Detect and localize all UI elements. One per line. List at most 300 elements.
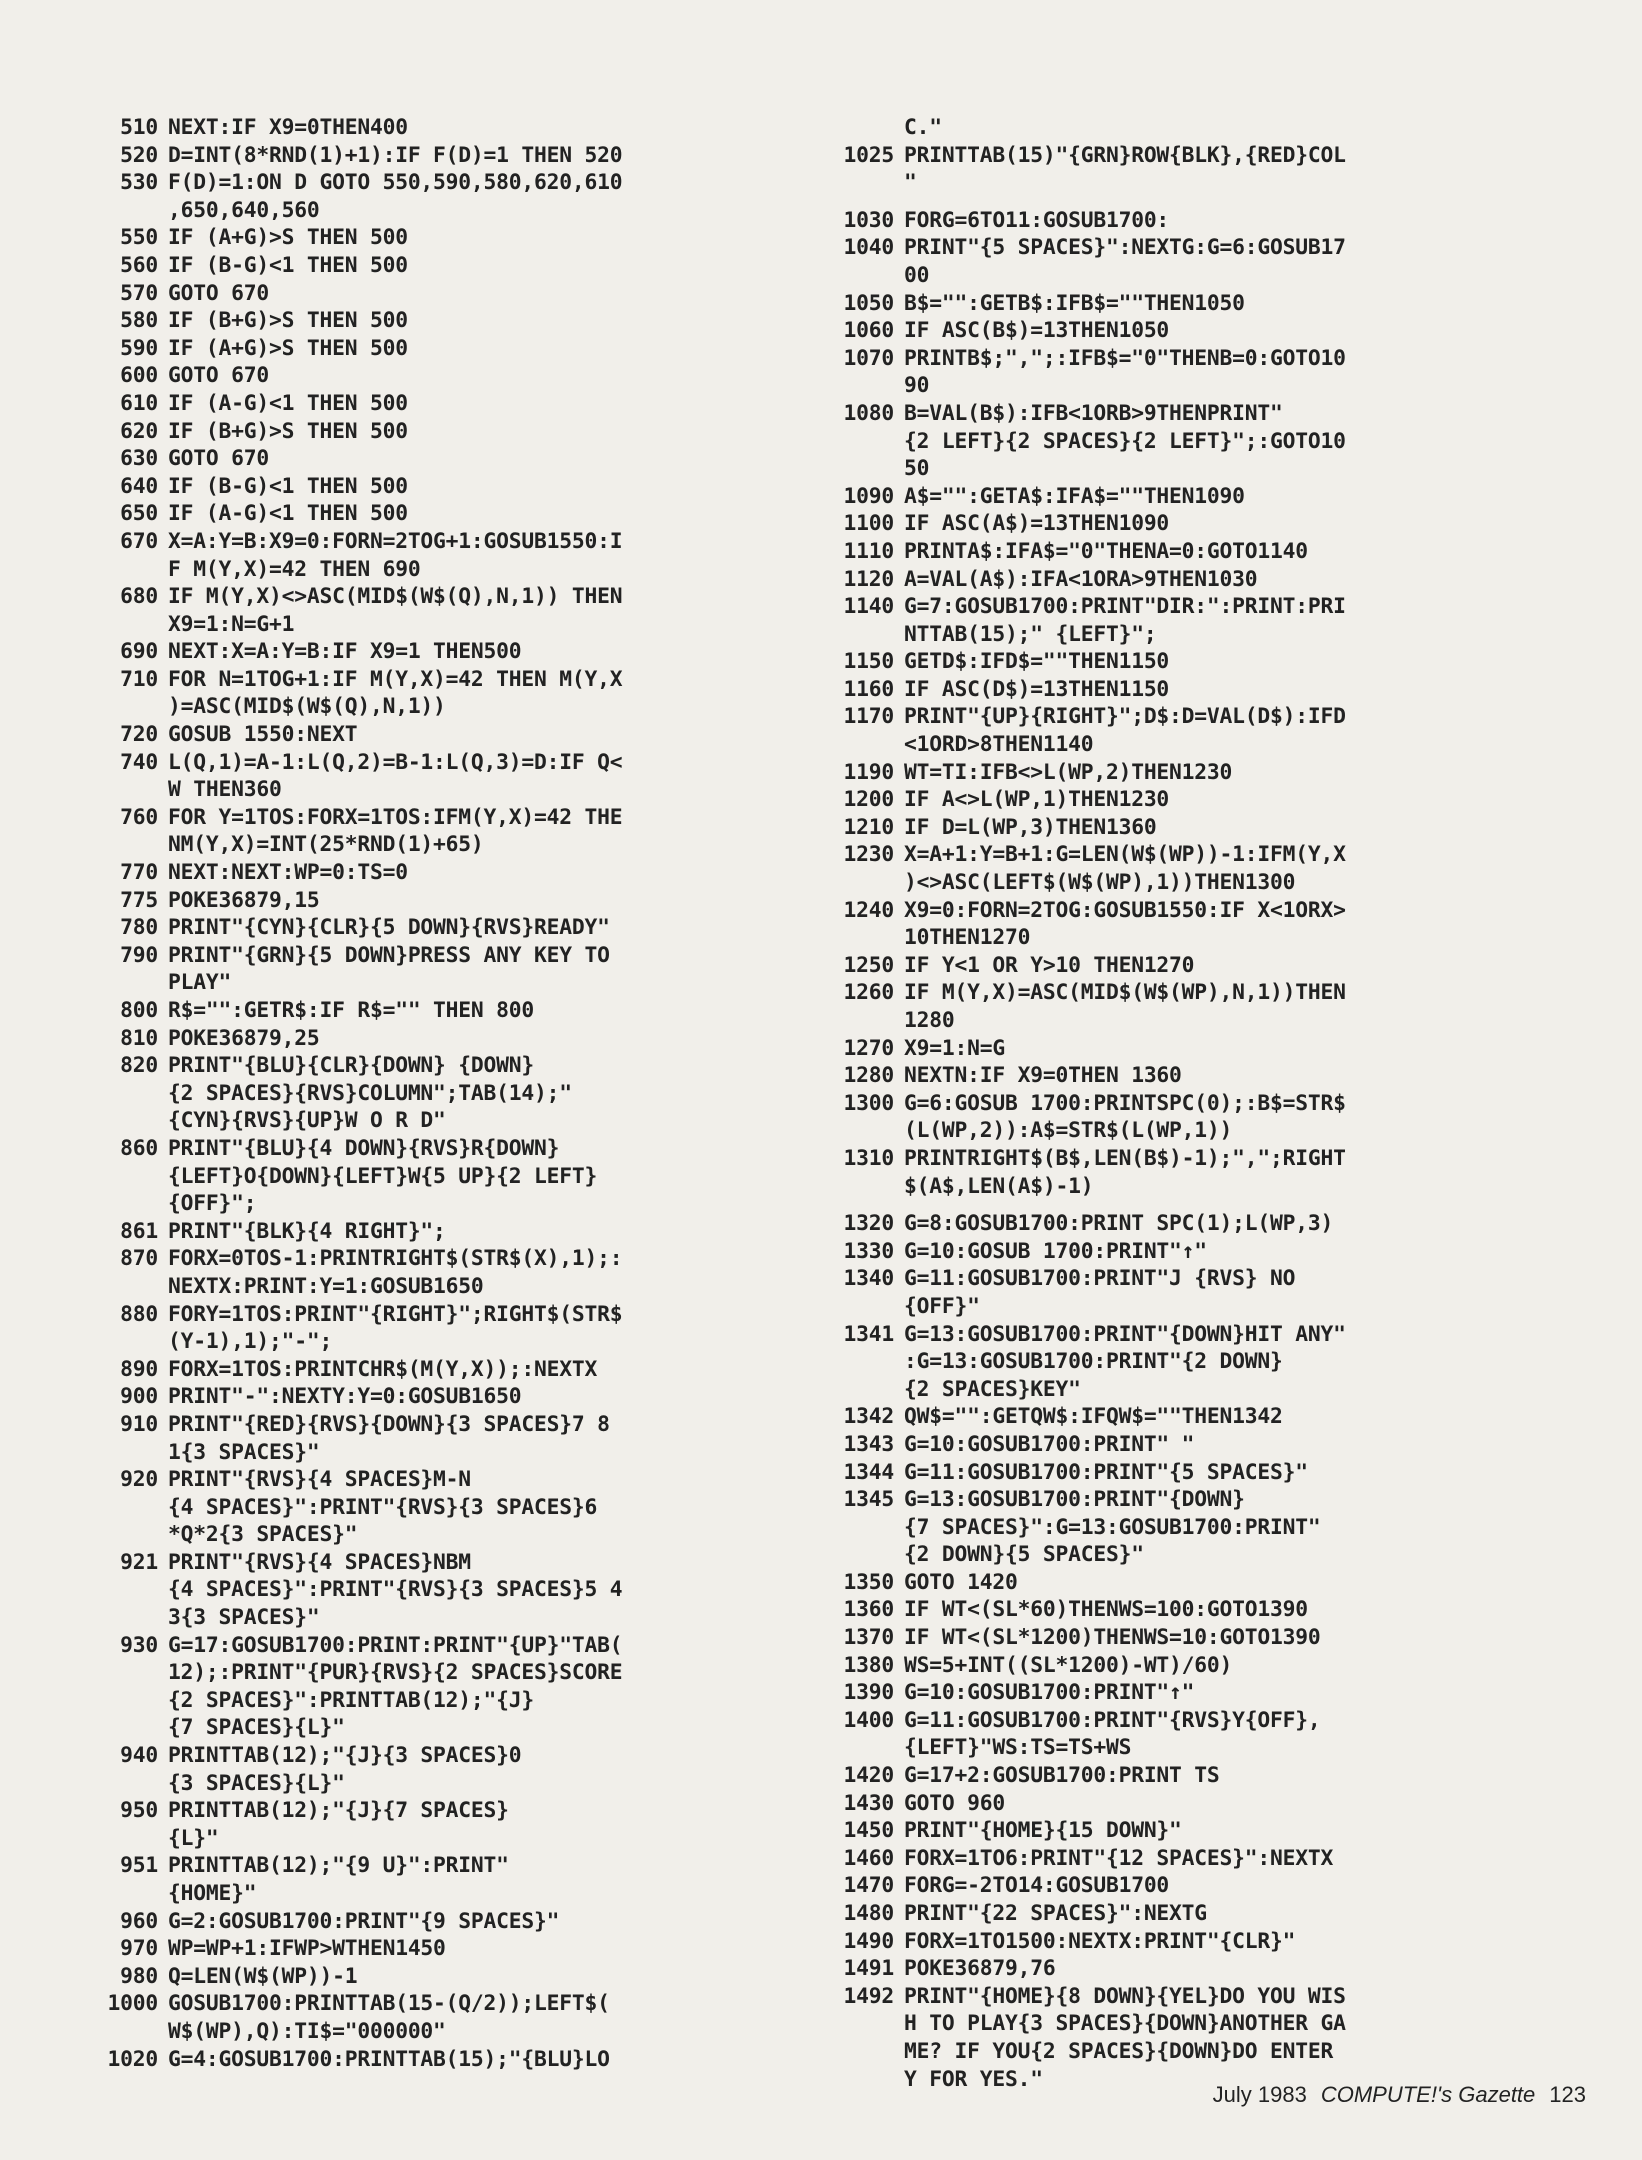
line-number: 970: [120, 1936, 158, 1962]
code-text: [904, 648, 1611, 676]
line-number: 1491: [843, 1956, 894, 1982]
code-text-row: PRINT"-":NEXTY:Y=0:GOSUB1650: [168, 1384, 522, 1410]
code-text: [904, 1210, 1611, 1238]
code-text-row: WT=TI:IFB<>L(WP,2)THEN1230: [904, 759, 1233, 785]
line-number: 1230: [843, 842, 894, 868]
code-line: [816, 897, 1611, 952]
code-text: [904, 538, 1611, 566]
code-text: [168, 1383, 804, 1411]
code-line: [94, 500, 804, 528]
code-line: [816, 1707, 1611, 1762]
page-footer: [1213, 2082, 1586, 2108]
line-number: 880: [120, 1301, 158, 1327]
code-text-row: IF (A+G)>S THEN 500: [168, 225, 408, 251]
code-line: [94, 1852, 804, 1907]
code-text-row: {4 SPACES}":PRINT"{RVS}{3 SPACES}6: [168, 1494, 598, 1520]
code-text-row: NEXT:NEXT:WP=0:TS=0: [168, 860, 408, 886]
code-line: [816, 1090, 1611, 1145]
code-text-row: GETD$:IFD$=""THEN1150: [904, 649, 1170, 675]
line-number: 1030: [843, 207, 894, 233]
code-text-row: )=ASC(MID$(W$(Q),N,1)): [168, 694, 446, 720]
code-text-row: WS=5+INT((SL*1200)-WT)/60): [904, 1652, 1233, 1678]
code-line: [94, 749, 804, 804]
code-text: [904, 1403, 1611, 1431]
line-number: 1025: [843, 142, 894, 168]
code-line: [816, 1459, 1611, 1487]
line-number: 1460: [843, 1845, 894, 1871]
code-text: [168, 1963, 804, 1991]
line-number: 760: [120, 804, 158, 830]
line-number: 550: [120, 225, 158, 251]
code-line: [816, 1624, 1611, 1652]
code-text-row: NEXT:X=A:Y=B:IF X9=1 THEN500: [168, 639, 522, 665]
code-line: [816, 1265, 1611, 1320]
code-text-row: FOR N=1TOG+1:IF M(Y,X)=42 THEN M(Y,X: [168, 666, 623, 692]
code-text: [904, 400, 1611, 483]
code-text: [904, 1459, 1611, 1487]
code-text-row: G=13:GOSUB1700:PRINT"{DOWN}: [904, 1487, 1245, 1513]
line-number: 910: [120, 1411, 158, 1437]
code-text-row: G=4:GOSUB1700:PRINTTAB(15);"{BLU}LO: [168, 2046, 610, 2072]
code-line: [94, 1990, 804, 2045]
code-text-row: 1280: [904, 1008, 955, 1033]
code-text: [904, 1900, 1611, 1928]
code-text: [904, 703, 1611, 758]
code-text-row: {2 DOWN}{5 SPACES}": [904, 1542, 1144, 1568]
left-code-column: [94, 114, 804, 2073]
code-line: [816, 1486, 1611, 1569]
code-text: [904, 1707, 1611, 1762]
line-number: 1070: [843, 345, 894, 371]
code-text-row: {7 SPACES}{L}": [168, 1715, 345, 1741]
line-number: 530: [120, 170, 158, 196]
code-text-row: FORG=6TO11:GOSUB1700:: [904, 207, 1170, 233]
code-text: [904, 593, 1611, 648]
code-text: [904, 814, 1611, 842]
code-line: [816, 1596, 1611, 1624]
code-text-row: POKE36879,25: [168, 1025, 320, 1051]
code-text: [904, 1679, 1611, 1707]
code-text: [904, 1596, 1611, 1624]
code-line: [94, 362, 804, 390]
code-line: [94, 721, 804, 749]
code-text-row: W THEN360: [168, 777, 282, 803]
code-line: [816, 114, 1611, 142]
line-number: 610: [120, 390, 158, 416]
code-line: [94, 1356, 804, 1384]
code-text-row: IF ASC(D$)=13THEN1150: [904, 676, 1170, 702]
code-text: [168, 1356, 804, 1384]
code-text: [904, 290, 1611, 318]
line-number: [816, 114, 904, 142]
code-line: [816, 1569, 1611, 1597]
code-text-row: IF (B-G)<1 THEN 500: [168, 252, 408, 278]
code-line: [816, 1983, 1611, 2093]
code-line: [816, 400, 1611, 483]
code-text-row: )<>ASC(LEFT$(W$(WP),1))THEN1300: [904, 870, 1296, 896]
code-line: [816, 483, 1611, 511]
code-text-row: PRINTRIGHT$(B$,LEN(B$)-1);",";RIGHT: [904, 1145, 1346, 1171]
code-text-row: {OFF}";: [168, 1191, 257, 1217]
code-text-row: FOR Y=1TOS:FORX=1TOS:IFM(Y,X)=42 THE: [168, 804, 623, 830]
code-text-row: PRINT"{BLU}{4 DOWN}{RVS}R{DOWN}: [168, 1135, 560, 1161]
code-text-row: F(D)=1:ON D GOTO 550,590,580,620,610: [168, 170, 623, 196]
line-number: 1320: [843, 1211, 894, 1237]
code-text-row: PRINT"{5 SPACES}":NEXTG:G=6:GOSUB17: [904, 235, 1346, 261]
code-line: [94, 638, 804, 666]
code-text-row: PRINTTAB(12);"{J}{3 SPACES}0: [168, 1743, 522, 1769]
line-number: 1260: [843, 980, 894, 1006]
code-text-row: {2 LEFT}{2 SPACES}{2 LEFT}";:GOTO10: [904, 428, 1346, 454]
code-text-row: X9=0:FORN=2TOG:GOSUB1550:IF X<1ORX>: [904, 897, 1346, 923]
code-line: [816, 841, 1611, 896]
code-text-row: IF Y<1 OR Y>10 THEN1270: [904, 952, 1195, 978]
code-text: [168, 362, 804, 390]
code-text: [168, 859, 804, 887]
code-line: [816, 1817, 1611, 1845]
line-number: 1430: [843, 1790, 894, 1816]
code-text-row: GOTO 670: [168, 280, 269, 306]
code-text: [168, 252, 804, 280]
line-number: 950: [120, 1798, 158, 1824]
code-line: [94, 1411, 804, 1466]
code-text-row: PRINT"{HOME}{15 DOWN}": [904, 1818, 1182, 1844]
code-line: [94, 335, 804, 363]
code-text: [904, 979, 1611, 1034]
line-number: 1330: [843, 1238, 894, 1264]
code-line: [94, 418, 804, 446]
code-text-row: G=6:GOSUB 1700:PRINTSPC(0);:B$=STR$: [904, 1090, 1346, 1116]
code-text-row: Q=LEN(W$(WP))-1: [168, 1963, 358, 1989]
code-text: [168, 1466, 804, 1549]
code-text: [168, 1135, 804, 1218]
code-text-row: 12);:PRINT"{PUR}{RVS}{2 SPACES}SCORE: [168, 1660, 623, 1686]
code-text-row: QW$="":GETQW$:IFQW$=""THEN1342: [904, 1404, 1283, 1430]
code-text: [904, 1486, 1611, 1569]
line-number: 1480: [843, 1901, 894, 1926]
code-text: [168, 638, 804, 666]
code-text-row: *Q*2{3 SPACES}": [168, 1522, 358, 1548]
code-text-row: G=2:GOSUB1700:PRINT"{9 SPACES}": [168, 1908, 560, 1934]
line-number: 1240: [843, 897, 894, 923]
line-number: 900: [120, 1384, 158, 1410]
code-line: [816, 952, 1611, 980]
line-number: 1100: [843, 511, 894, 537]
line-number: 1280: [843, 1063, 894, 1089]
line-number: 560: [120, 252, 158, 278]
code-text: [904, 207, 1611, 235]
line-number: 1270: [843, 1035, 894, 1061]
line-number: 680: [120, 584, 158, 610]
code-line: [94, 997, 804, 1025]
code-text-row: B=VAL(B$):IFB<1ORB>9THENPRINT": [904, 400, 1283, 426]
code-line: [816, 593, 1611, 648]
code-text: [904, 1790, 1611, 1818]
code-text: [168, 307, 804, 335]
line-number: 670: [120, 528, 158, 554]
code-line: [94, 1466, 804, 1549]
line-number: 890: [120, 1356, 158, 1382]
line-number: 1050: [843, 290, 894, 316]
line-number: 820: [120, 1053, 158, 1079]
code-line: [94, 1963, 804, 1991]
code-line: [816, 1762, 1611, 1790]
code-text: [168, 528, 804, 583]
line-number: 1000: [107, 1991, 158, 2017]
line-number: 775: [120, 887, 158, 913]
code-text: [904, 142, 1611, 197]
code-text-row: NM(Y,X)=INT(25*RND(1)+65): [168, 832, 484, 858]
footer-page-number: 123: [1549, 2082, 1586, 2107]
code-text-row: PRINT"{GRN}{5 DOWN}PRESS ANY KEY TO: [168, 942, 610, 968]
code-text-row: {HOME}": [168, 1881, 257, 1906]
line-number: 1140: [843, 594, 894, 620]
code-line: [94, 1632, 804, 1742]
code-text-row: NTTAB(15);" {LEFT}";: [904, 621, 1157, 647]
code-text: [168, 997, 804, 1025]
code-line: [94, 1301, 804, 1356]
code-text-row: FORX=1TO1500:NEXTX:PRINT"{CLR}": [904, 1928, 1296, 1954]
code-text: [168, 1411, 804, 1466]
line-number: 740: [120, 749, 158, 775]
code-text: [904, 1845, 1611, 1873]
code-text: [904, 676, 1611, 704]
code-text-row: POKE36879,76: [904, 1956, 1056, 1982]
line-number: 1170: [843, 704, 894, 730]
code-text-row: A$="":GETA$:IFA$=""THEN1090: [904, 483, 1245, 509]
code-text-row: PRINT"{CYN}{CLR}{5 DOWN}{RVS}READY": [168, 915, 610, 941]
code-text-row: {LEFT}"WS:TS=TS+WS: [904, 1735, 1132, 1761]
code-line: [94, 804, 804, 859]
code-text-row: WP=WP+1:IFWP>WTHEN1450: [168, 1936, 446, 1962]
code-text-row: 10THEN1270: [904, 925, 1031, 951]
code-text-row: PRINT"{UP}{RIGHT}";D$:D=VAL(D$):IFD: [904, 704, 1346, 730]
code-text: [168, 1908, 804, 1936]
code-line: [816, 1321, 1611, 1404]
code-text-row: G=13:GOSUB1700:PRINT"{DOWN}HIT ANY": [904, 1321, 1346, 1347]
code-text-row: FORG=-2TO14:GOSUB1700: [904, 1873, 1170, 1899]
code-line: [816, 1928, 1611, 1956]
line-number: 860: [120, 1135, 158, 1161]
code-text-row: {2 SPACES}":PRINTTAB(12);"{J}: [168, 1687, 535, 1713]
code-text-row: 3{3 SPACES}": [168, 1605, 320, 1631]
code-line: [816, 1845, 1611, 1873]
code-text-row: {L}": [168, 1825, 219, 1851]
code-text: [168, 418, 804, 446]
line-number: 1120: [843, 566, 894, 592]
line-number: 590: [120, 335, 158, 361]
code-line: [816, 703, 1611, 758]
code-text-row: IF ASC(A$)=13THEN1090: [904, 511, 1170, 537]
code-text-row: $(A$,LEN(A$)-1): [904, 1173, 1094, 1199]
code-text: [168, 721, 804, 749]
code-line: [94, 1908, 804, 1936]
code-text-row: G=11:GOSUB1700:PRINT"{RVS}Y{OFF},: [904, 1707, 1321, 1733]
code-text: [168, 914, 804, 942]
line-number: 1490: [843, 1928, 894, 1954]
code-line: [816, 648, 1611, 676]
code-text-row: Y FOR YES.": [904, 2066, 1043, 2092]
code-text-row: IF M(Y,X)=ASC(MID$(W$(WP),N,1))THEN: [904, 980, 1346, 1006]
code-text-row: IF (A+G)>S THEN 500: [168, 335, 408, 361]
code-line: [94, 1935, 804, 1963]
code-text: [904, 345, 1611, 400]
line-number: 1340: [843, 1266, 894, 1292]
code-text: [904, 1321, 1611, 1404]
line-number: 1420: [843, 1763, 894, 1789]
code-line: [94, 114, 804, 142]
line-number: 510: [120, 115, 158, 140]
code-line: [816, 1035, 1611, 1063]
code-text: [904, 841, 1611, 896]
code-text-row: PRINT"{RVS}{4 SPACES}NBM: [168, 1549, 471, 1575]
code-text-row: GOTO 960: [904, 1790, 1005, 1816]
code-text-row: IF ASC(B$)=13THEN1050: [904, 318, 1170, 344]
line-number: 1250: [843, 952, 894, 978]
code-text-row: A=VAL(A$):IFA<1ORA>9THEN1030: [904, 566, 1258, 592]
code-line: [94, 887, 804, 915]
code-text: [168, 1549, 804, 1632]
code-text: [904, 1652, 1611, 1680]
footer-date: July 1983: [1212, 2082, 1307, 2107]
line-number: 1080: [843, 400, 894, 426]
code-line: [94, 666, 804, 721]
code-text-row: {2 SPACES}KEY": [904, 1376, 1081, 1402]
code-text-row: PRINT"{HOME}{8 DOWN}{YEL}DO YOU WIS: [904, 1983, 1346, 2009]
code-text: [904, 1928, 1611, 1956]
code-text: [168, 114, 804, 142]
code-text: [168, 390, 804, 418]
code-text: [168, 224, 804, 252]
code-line: [816, 1062, 1611, 1090]
line-number: 790: [120, 942, 158, 968]
code-text-row: IF (B+G)>S THEN 500: [168, 308, 408, 334]
line-number: 1160: [843, 676, 894, 702]
code-line: [94, 914, 804, 942]
code-line: [816, 1955, 1611, 1983]
line-number: 980: [120, 1963, 158, 1989]
right-code-column: [816, 114, 1611, 2093]
code-text-row: NEXTN:IF X9=0THEN 1360: [904, 1063, 1182, 1089]
code-line: [94, 445, 804, 473]
code-text-row: FORX=1TOS:PRINTCHR$(M(Y,X));:NEXTX: [168, 1356, 598, 1382]
code-text-row: (L(WP,2)):A$=STR$(L(WP,1)): [904, 1118, 1233, 1144]
code-text: [904, 1062, 1611, 1090]
code-line: [816, 1790, 1611, 1818]
code-text-row: {LEFT}O{DOWN}{LEFT}W{5 UP}{2 LEFT}: [168, 1163, 598, 1189]
code-text-row: G=17:GOSUB1700:PRINT:PRINT"{UP}"TAB(: [168, 1632, 623, 1658]
code-text: [168, 280, 804, 308]
line-number: 921: [120, 1549, 158, 1575]
code-line: [816, 1652, 1611, 1680]
code-line: [816, 142, 1611, 197]
code-text: [904, 952, 1611, 980]
code-text-row: FORX=0TOS-1:PRINTRIGHT$(STR$(X),1);:: [168, 1246, 623, 1272]
code-text-row: F M(Y,X)=42 THEN 690: [168, 556, 421, 582]
code-text-row: IF A<>L(WP,1)THEN1230: [904, 787, 1170, 813]
code-line: [816, 676, 1611, 704]
code-text: [904, 1035, 1611, 1063]
code-line: [816, 1145, 1611, 1200]
code-text: [168, 1218, 804, 1246]
code-text: [168, 1852, 804, 1907]
code-text: [168, 1935, 804, 1963]
line-number: 780: [120, 915, 158, 941]
line-number: 770: [120, 860, 158, 886]
code-text: [168, 473, 804, 501]
code-text-row: IF WT<(SL*60)THENWS=100:GOTO1390: [904, 1597, 1308, 1623]
line-number: 1020: [107, 2046, 158, 2072]
code-text: [168, 804, 804, 859]
line-number: 1390: [843, 1680, 894, 1706]
line-number: 940: [120, 1743, 158, 1769]
code-text: [168, 169, 804, 224]
line-number: 810: [120, 1025, 158, 1051]
code-text-row: X=A:Y=B:X9=0:FORN=2TOG+1:GOSUB1550:I: [168, 528, 623, 554]
line-number: 1190: [843, 759, 894, 785]
code-line: [94, 473, 804, 501]
code-text: [904, 1145, 1611, 1200]
code-line: [94, 1218, 804, 1246]
code-line: [94, 1245, 804, 1300]
code-text-row: IF (A-G)<1 THEN 500: [168, 501, 408, 527]
line-number: 520: [120, 142, 158, 168]
code-text-row: NEXT:IF X9=0THEN400: [168, 115, 408, 140]
code-text: [168, 749, 804, 804]
line-number: 1060: [843, 318, 894, 344]
code-text: [168, 887, 804, 915]
code-line: [94, 1742, 804, 1797]
line-number: 951: [120, 1853, 158, 1879]
line-number: 1470: [843, 1873, 894, 1899]
line-number: 1370: [843, 1625, 894, 1651]
code-line: [816, 786, 1611, 814]
code-text-row: IF (B-G)<1 THEN 500: [168, 473, 408, 499]
code-line: [94, 169, 804, 224]
line-number: 1300: [843, 1090, 894, 1116]
line-number: 1200: [843, 787, 894, 813]
line-number: 920: [120, 1467, 158, 1493]
code-text-row: 50: [904, 456, 930, 482]
line-number: 870: [120, 1246, 158, 1272]
code-text: [168, 1990, 804, 2045]
code-text-row: IF D=L(WP,3)THEN1360: [904, 814, 1157, 840]
code-line: [816, 290, 1611, 318]
line-number: 1345: [843, 1487, 894, 1513]
line-number: 1310: [843, 1145, 894, 1171]
code-text-row: PLAY": [168, 970, 232, 996]
line-number: 960: [120, 1908, 158, 1934]
code-text: [168, 666, 804, 721]
line-number: 1342: [843, 1404, 894, 1430]
code-text-row: PRINT"{BLU}{CLR}{DOWN} {DOWN}: [168, 1053, 535, 1079]
code-text-row: IF (A-G)<1 THEN 500: [168, 390, 408, 416]
code-line: [94, 528, 804, 583]
code-text: [904, 317, 1611, 345]
code-text: [904, 897, 1611, 952]
code-line: [94, 280, 804, 308]
code-text: [168, 1052, 804, 1135]
code-line: [816, 345, 1611, 400]
code-text: [168, 1301, 804, 1356]
code-text-row: G=10:GOSUB1700:PRINT" ": [904, 1431, 1195, 1457]
line-number: 580: [120, 308, 158, 334]
line-number: 1341: [843, 1321, 894, 1347]
code-text-row: X9=1:N=G: [904, 1035, 1005, 1061]
code-text-row: B$="":GETB$:IFB$=""THEN1050: [904, 290, 1245, 316]
code-text-row: {3 SPACES}{L}": [168, 1770, 345, 1796]
code-text-row: GOSUB1700:PRINTTAB(15-(Q/2));LEFT$(: [168, 1991, 610, 2017]
